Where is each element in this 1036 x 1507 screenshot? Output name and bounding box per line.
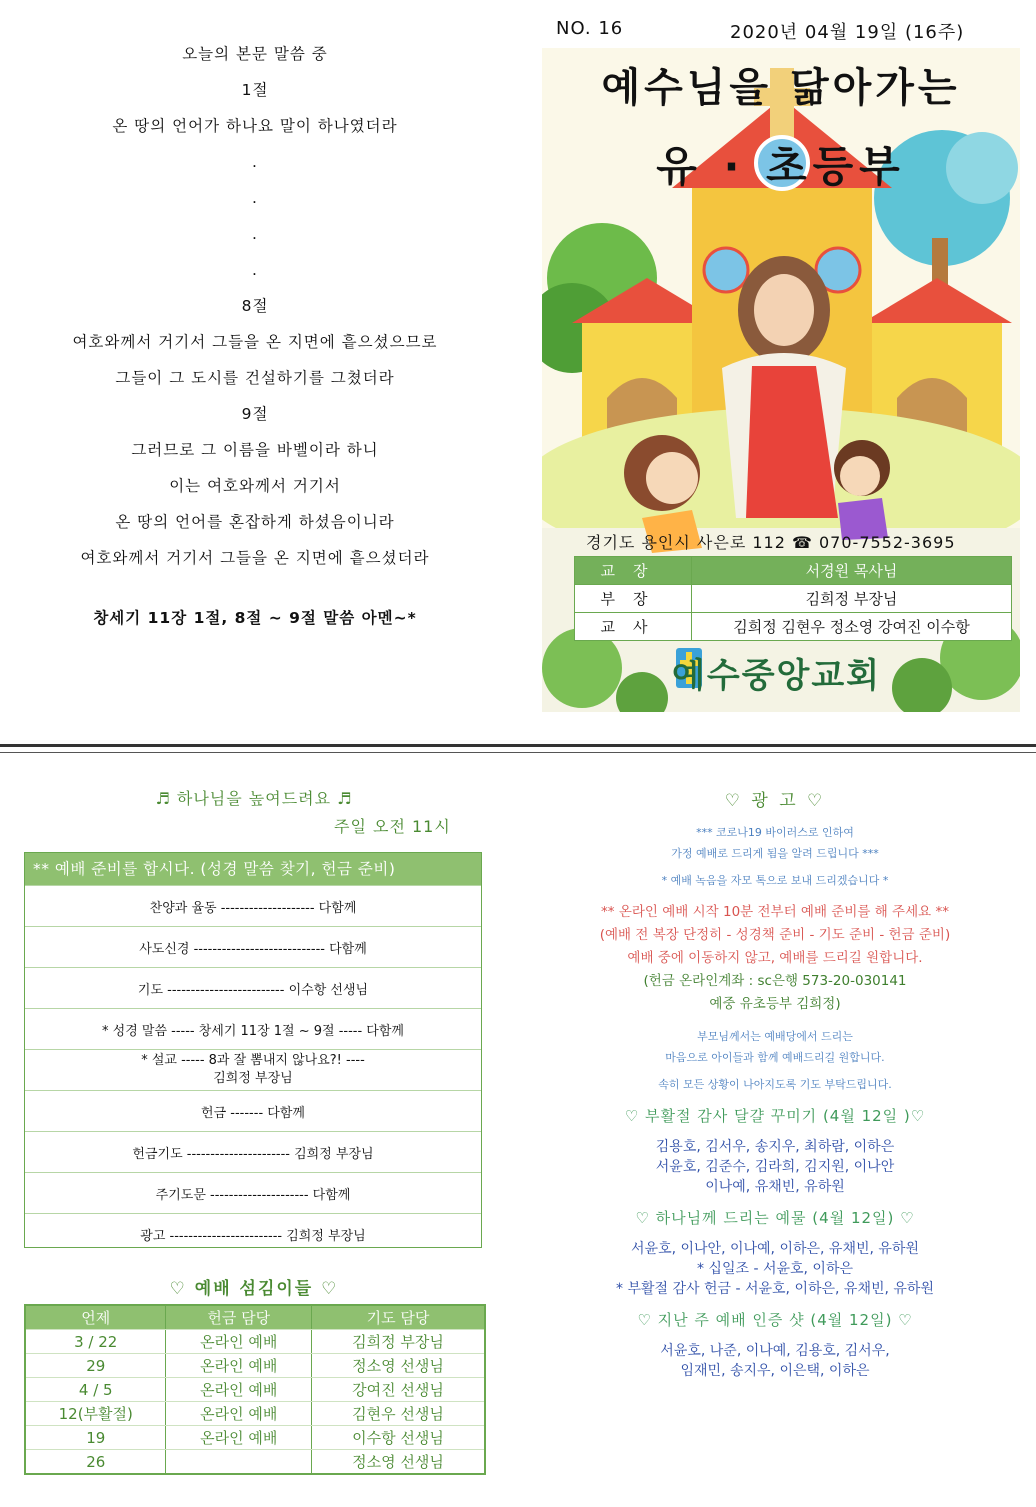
servers-row bbox=[25, 1354, 485, 1378]
name-list: 김용호, 김서우, 송지우, 최하람, 이하은 bbox=[655, 1139, 895, 1155]
scripture-line: 8절 bbox=[241, 297, 269, 315]
worship-order-item: 헌금기도 ---------------------- 김희정 부장님 bbox=[25, 1131, 481, 1172]
scripture-line: 여호와께서 거기서 그들을 온 지면에 흩으셨으므로 bbox=[72, 333, 438, 351]
staff-names: 김희정 부장님 bbox=[692, 585, 1012, 613]
worship-order-item: 주기도문 --------------------- 다함께 bbox=[25, 1172, 481, 1213]
servers-prayer: 김현우 선생님 bbox=[312, 1402, 485, 1426]
servers-header-row bbox=[25, 1305, 485, 1330]
staff-role: 부장 bbox=[575, 585, 692, 613]
scripture-line: 그들이 그 도시를 건설하기를 그쳤더라 bbox=[115, 369, 395, 387]
scripture-line: . bbox=[252, 225, 258, 243]
servers-row bbox=[25, 1426, 485, 1450]
name-list: 서윤호, 이나안, 이나예, 이하은, 유채빈, 유하원 bbox=[631, 1241, 919, 1257]
notice-text: 예중 유초등부 김희정) bbox=[709, 996, 841, 1012]
servers-prayer: 이수항 선생님 bbox=[312, 1426, 485, 1450]
notice-text: (헌금 온라인계좌 : sc은행 573-20-030141 bbox=[643, 973, 907, 989]
servers-date: 3 / 22 bbox=[25, 1330, 166, 1354]
servers-date: 26 bbox=[25, 1450, 166, 1475]
servers-date: 12(부활절) bbox=[25, 1402, 166, 1426]
servers-offering bbox=[166, 1450, 312, 1475]
notice-text: 가정 예배로 드리게 됨을 알려 드립니다 *** bbox=[671, 847, 879, 860]
servers-offering: 온라인 예배 bbox=[166, 1402, 312, 1426]
worship-order-item: 헌금 ------- 다함께 bbox=[25, 1090, 481, 1131]
servers-header: 헌금 담당 bbox=[166, 1305, 312, 1330]
staff-row bbox=[575, 585, 1012, 613]
page-divider bbox=[0, 744, 1036, 747]
worship-title: ♬ 하나님을 높여드려요 ♬ bbox=[155, 789, 353, 808]
servers-table bbox=[24, 1304, 486, 1475]
cover-title: 예수님을 닮아가는 bbox=[601, 65, 961, 111]
scripture-line: 여호와께서 거기서 그들을 온 지면에 흩으셨더라 bbox=[80, 549, 430, 567]
scripture-line: 9절 bbox=[241, 405, 269, 423]
shot-title: ♡ 지난 주 예배 인증 샷 (4월 12일) ♡ bbox=[637, 1311, 913, 1329]
notice-text: (예배 전 복장 단정히 - 성경책 준비 - 기도 준비 - 헌금 준비) bbox=[599, 927, 951, 943]
notice-text: 속히 모든 상황이 나아지도록 기도 부탁드립니다. bbox=[658, 1078, 892, 1091]
staff-names: 김희정 김현우 정소영 강여진 이수항 bbox=[692, 613, 1012, 641]
worship-order-item: 광고 ------------------------ 김희정 부장님 bbox=[25, 1213, 481, 1254]
scripture-line: 온 땅의 언어를 혼잡하게 하셨음이니라 bbox=[115, 513, 395, 531]
page-divider bbox=[0, 752, 1036, 753]
name-list: 이나예, 유채빈, 유하원 bbox=[705, 1179, 845, 1195]
servers-header: 언제 bbox=[25, 1305, 166, 1330]
name-list: * 부활절 감사 헌금 - 서윤호, 이하은, 유채빈, 유하원 bbox=[616, 1281, 934, 1297]
servers-date: 4 / 5 bbox=[25, 1378, 166, 1402]
scripture-line: 오늘의 본문 말씀 중 bbox=[182, 45, 328, 63]
notice-text: 부모님께서는 예배당에서 드리는 bbox=[697, 1030, 853, 1043]
scripture-line: 이는 여호와께서 거기서 bbox=[169, 477, 341, 495]
notice-text: * 예배 녹음을 자모 톡으로 보내 드리겠습니다 * bbox=[661, 874, 889, 887]
servers-offering: 온라인 예배 bbox=[166, 1426, 312, 1450]
servers-prayer: 강여진 선생님 bbox=[312, 1378, 485, 1402]
issue-date: 2020년 04월 19일 (16주) bbox=[730, 22, 965, 43]
staff-role: 교사 bbox=[575, 613, 692, 641]
sermon-line: * 설교 ----- 8과 잘 뽐내지 않나요?! ---- bbox=[141, 1053, 365, 1068]
servers-row bbox=[25, 1378, 485, 1402]
church-name: 예수중앙교회 bbox=[672, 656, 882, 696]
easter-title: ♡ 부활절 감사 달걀 꾸미기 (4월 12일 )♡ bbox=[624, 1107, 926, 1125]
notices-section bbox=[540, 786, 1010, 1381]
scripture-line: . bbox=[252, 189, 258, 207]
worship-order-item bbox=[25, 1049, 481, 1090]
staff-names: 서경원 목사님 bbox=[692, 557, 1012, 585]
sermon-preacher: 김희정 부장님 bbox=[213, 1071, 293, 1086]
worship-order-item: 찬양과 율동 -------------------- 다함께 bbox=[25, 885, 481, 926]
cover-subtitle: 유 · 초등부 bbox=[656, 142, 906, 191]
notices-title: ♡ 광 고 ♡ bbox=[724, 791, 826, 811]
gift-title: ♡ 하나님께 드리는 예물 (4월 12일) ♡ bbox=[635, 1209, 915, 1227]
servers-row bbox=[25, 1330, 485, 1354]
servers-prayer: 김희정 부장님 bbox=[312, 1330, 485, 1354]
servers-offering: 온라인 예배 bbox=[166, 1378, 312, 1402]
servers-date: 19 bbox=[25, 1426, 166, 1450]
notice-text: ** 온라인 예배 시작 10분 전부터 예배 준비를 해 주세요 ** bbox=[601, 904, 949, 920]
servers-row bbox=[25, 1402, 485, 1426]
issue-number: NO. 16 bbox=[556, 18, 624, 39]
name-list: 임재민, 송지우, 이은택, 이하은 bbox=[680, 1363, 870, 1379]
servers-offering: 온라인 예배 bbox=[166, 1330, 312, 1354]
worship-order-item: 기도 ------------------------- 이수항 선생님 bbox=[25, 967, 481, 1008]
notice-text: 마음으로 아이들과 함께 예배드리길 원합니다. bbox=[665, 1051, 885, 1064]
servers-offering: 온라인 예배 bbox=[166, 1354, 312, 1378]
worship-order-item: * 성경 말씀 ----- 창세기 11장 1절 ~ 9절 ----- 다함께 bbox=[25, 1008, 481, 1049]
worship-order-heading: ** 예배 준비를 합시다. (성경 말씀 찾기, 헌금 준비) bbox=[25, 853, 481, 885]
servers-prayer: 정소영 선생님 bbox=[312, 1450, 485, 1475]
name-list: 서윤호, 김준수, 김라희, 김지원, 이나안 bbox=[655, 1159, 895, 1175]
staff-row bbox=[575, 557, 1012, 585]
notice-text: *** 코로나19 바이러스로 인하여 bbox=[696, 826, 854, 839]
scripture-line: . bbox=[252, 261, 258, 279]
scripture-line: 1절 bbox=[241, 81, 269, 99]
servers-header: 기도 담당 bbox=[312, 1305, 485, 1330]
scripture-line: 그러므로 그 이름을 바벨이라 하니 bbox=[131, 441, 379, 459]
scripture-closing: 창세기 11장 1절, 8절 ~ 9절 말씀 아멘~* bbox=[93, 609, 417, 627]
servers-row bbox=[25, 1450, 485, 1475]
staff-table bbox=[574, 556, 1012, 641]
staff-role: 교장 bbox=[575, 557, 692, 585]
scripture-line: 온 땅의 언어가 하나요 말이 하나였더라 bbox=[112, 117, 398, 135]
servers-title: ♡ 예배 섬김이들 ♡ bbox=[169, 1279, 339, 1299]
name-list: * 십일조 - 서윤호, 이하은 bbox=[696, 1261, 854, 1277]
servers-date: 29 bbox=[25, 1354, 166, 1378]
notice-text: 예배 중에 이동하지 않고, 예배를 드리길 원합니다. bbox=[627, 950, 923, 966]
scripture-section bbox=[0, 36, 510, 636]
church-address: 경기도 용인시 사은로 112 ☎ 070-7552-3695 bbox=[586, 533, 956, 552]
worship-order-item: 사도신경 ---------------------------- 다함께 bbox=[25, 926, 481, 967]
worship-time: 주일 오전 11시 bbox=[334, 817, 451, 836]
scripture-line: . bbox=[252, 153, 258, 171]
staff-row bbox=[575, 613, 1012, 641]
worship-order bbox=[24, 852, 482, 1248]
servers-prayer: 정소영 선생님 bbox=[312, 1354, 485, 1378]
name-list: 서윤호, 나준, 이나예, 김용호, 김서우, bbox=[660, 1343, 890, 1359]
